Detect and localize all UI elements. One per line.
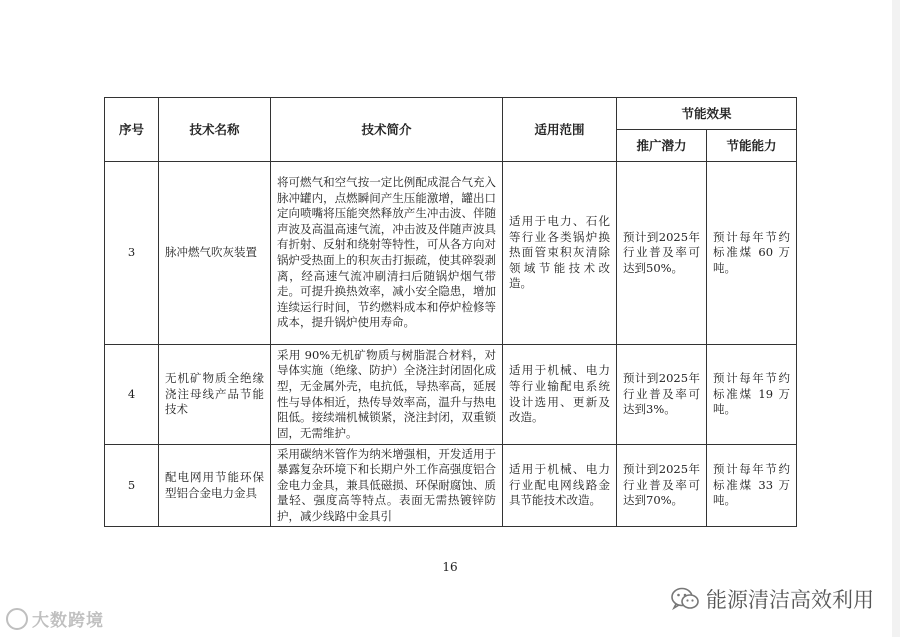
- saving-capacity: 预计每年节约标准煤 33 万吨。: [707, 445, 797, 527]
- table-row: [105, 445, 797, 527]
- table-row: [105, 345, 797, 445]
- tech-intro: 将可燃气和空气按一定比例配成混合气充入脉冲罐内，点燃瞬间产生压能激增，罐出口定向喷嘴将压能突然释放产生冲击波、伴随声波及高温高速气流，冲击波及伴随声波具有折射、反射和绕射等特性，可从各方向对锅炉受热面上的积灰击打振疏，使其碎裂剥离，经高速气流冲刷清扫后随锅炉烟气带走。可提升换热效率，减小安全隐患，增加连续运行时间，节约燃料成本和停炉检修等成本，提升锅炉使用寿命。: [271, 162, 503, 345]
- tech-name: 配电网用节能环保型铝合金电力金具: [159, 445, 271, 527]
- promotion-potential: 预计到2025年行业普及率可达到50%。: [617, 162, 707, 345]
- header-potential: 推广潜力: [617, 130, 707, 162]
- tech-scope: 适用于机械、电力行业配电网线路金具节能技术改造。: [503, 445, 617, 527]
- tech-name: 无机矿物质全绝缘浇注母线产品节能技术: [159, 345, 271, 445]
- watermark-left: [6, 606, 104, 631]
- tech-name: 脉冲燃气吹灰装置: [159, 162, 271, 345]
- table-row: [105, 162, 797, 345]
- watermark-left-text: 大数跨境: [32, 611, 104, 631]
- header-no: 序号: [105, 98, 159, 162]
- watermark-right: [670, 584, 874, 614]
- promotion-potential: 预计到2025年行业普及率可达到3%。: [617, 345, 707, 445]
- promotion-potential: 预计到2025年行业普及率可达到70%。: [617, 445, 707, 527]
- header-intro: 技术简介: [271, 98, 503, 162]
- header-effect: 节能效果: [617, 98, 797, 130]
- tech-scope: 适用于电力、石化等行业各类锅炉换热面管束积灰清除领域节能技术改造。: [503, 162, 617, 345]
- tech-intro: 采用碳纳米管作为纳米增强相，开发适用于暴露复杂环境下和长期户外工作高强度铝合金电力金具，兼具低磁损、环保耐腐蚀、质量轻、强度高等特点。表面无需热镀锌防护，减少线路中金具引: [271, 445, 503, 527]
- tech-table: [104, 97, 797, 527]
- row-number: 4: [105, 345, 159, 445]
- tech-intro: 采用 90%无机矿物质与树脂混合材料，对导体实施（绝缘、防护）全浇注封闭固化成型，无金属外壳，电抗低，导热率高，延展性与导体相近，热传导效率高，温升与热电阻低。接续端机械锁紧，浇注封闭，双重锁固，无需维护。: [271, 345, 503, 445]
- page-edge: [892, 0, 900, 637]
- tech-scope: 适用于机械、电力等行业输配电系统设计选用、更新及改造。: [503, 345, 617, 445]
- brand-logo-icon: [6, 608, 28, 630]
- saving-capacity: 预计每年节约标准煤 60 万吨。: [707, 162, 797, 345]
- row-number: 3: [105, 162, 159, 345]
- saving-capacity: 预计每年节约标准煤 19 万吨。: [707, 345, 797, 445]
- wechat-icon: [670, 586, 700, 612]
- row-number: 5: [105, 445, 159, 527]
- header-scope: 适用范围: [503, 98, 617, 162]
- header-capacity: 节能能力: [707, 130, 797, 162]
- page-number: 16: [442, 560, 458, 574]
- header-name: 技术名称: [159, 98, 271, 162]
- watermark-right-text: 能源清洁高效利用: [706, 588, 874, 612]
- header-row-1: [105, 98, 797, 130]
